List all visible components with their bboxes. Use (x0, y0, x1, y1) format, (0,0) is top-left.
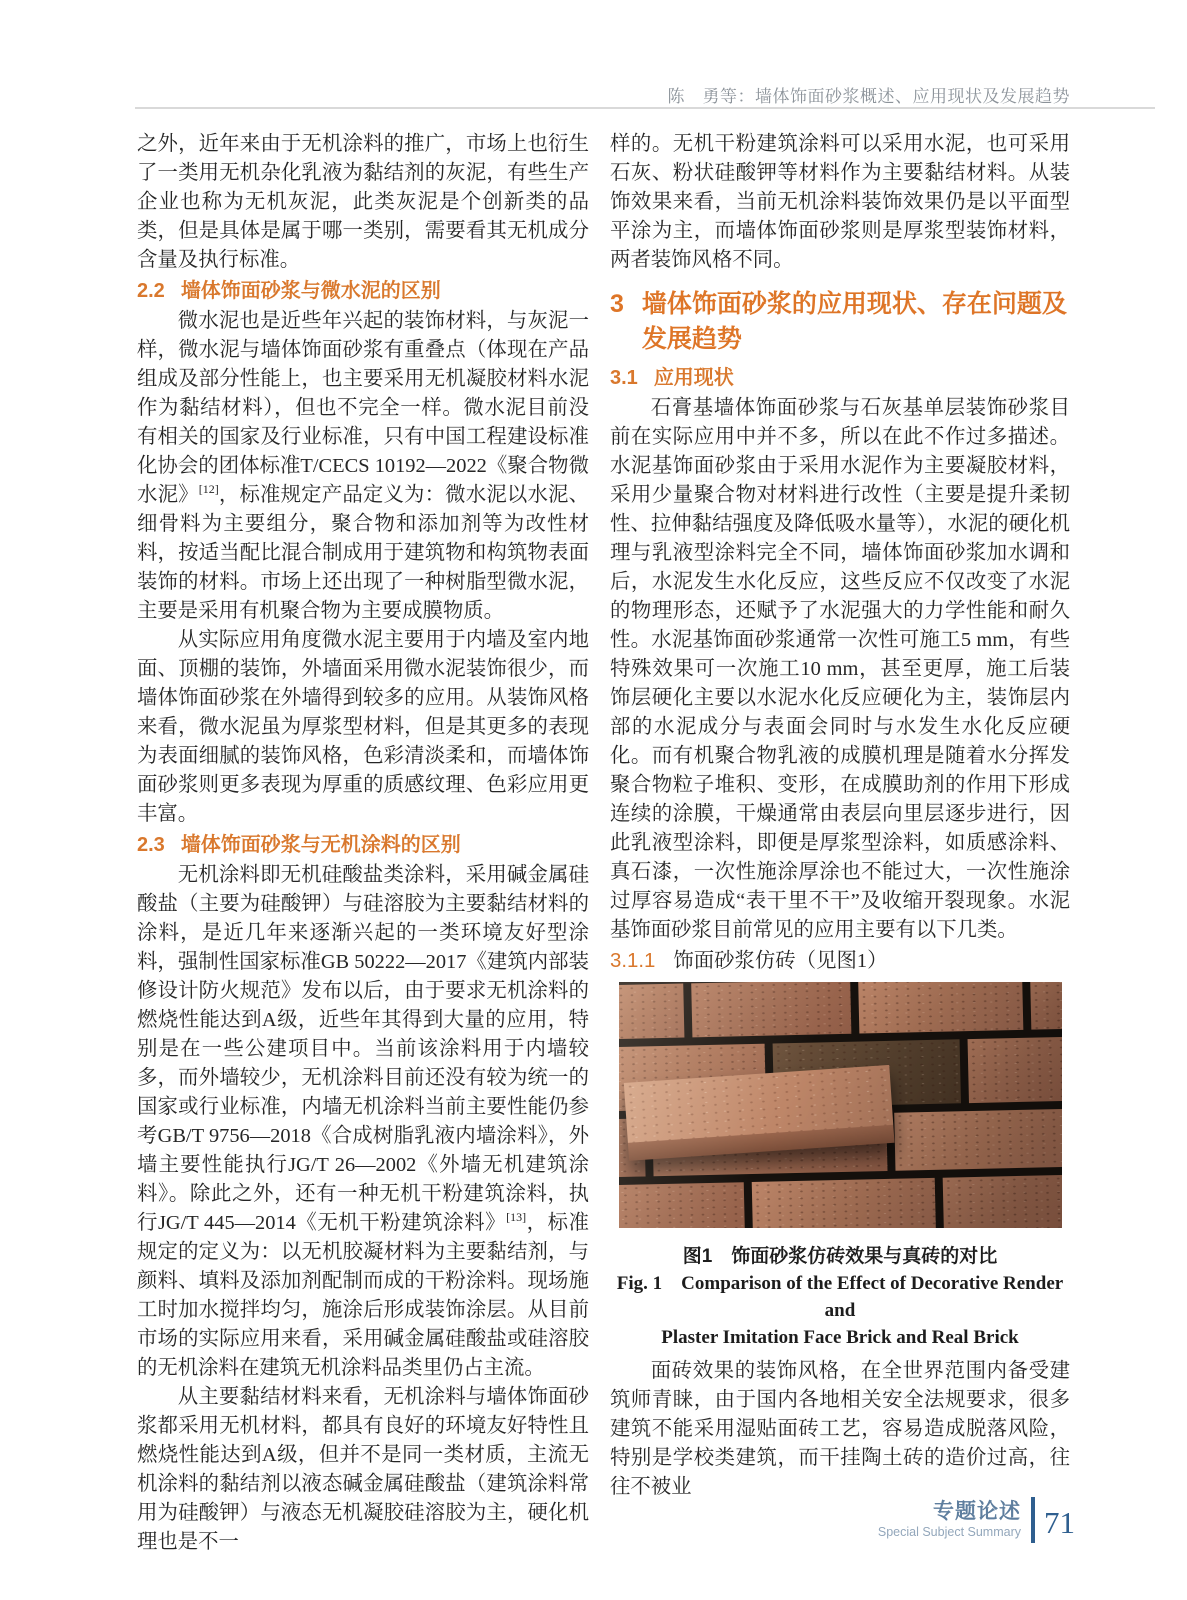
paragraph-facebrick-style: 面砖效果的装饰风格，在全世界范围内备受建筑师青睐，由于国内各地相关安全法规要求，很多建筑不能采用湿贴面砖工艺，容易造成脱落风险，特别是学校类建筑，而干挂陶土砖的造价过高，往往不被业 (610, 1360, 1070, 1498)
heading-number: 3.1 (610, 367, 638, 389)
paragraph-text: ，标准规定产品定义为：微水泥以水泥、细骨料为主要组分，聚合物和添加剂等为改性材料，按适当配比混合制成用于建筑物和构筑物表面装饰的材料。市场上还出现了一种树脂型微水泥，主要是采用有机聚合物为主要成膜物质。 (137, 484, 590, 622)
brick (691, 982, 851, 1037)
citation-ref-13: [13] (506, 1210, 527, 1225)
brick-row (619, 982, 1062, 1039)
brick-row (619, 1175, 1062, 1228)
brick (619, 984, 685, 1040)
section-heading-3-1 (610, 363, 1070, 393)
heading-number: 3 (610, 290, 624, 318)
paragraph-text: ，标准规定的定义为：以无机胶凝材料为主要黏结剂，与颜料、填料及添加剂配制而成的干粉涂料。现场施工时加水搅拌均匀，施涂后形成装饰涂层。从目前市场的实际应用来看，采用碱金属硅酸盐或硅溶胶的无机涂料在建筑无机涂料品类里仍占主流。 (137, 1212, 589, 1379)
heading-title: 应用现状 (653, 367, 734, 389)
brick (942, 1175, 1062, 1228)
heading-number: 2.3 (137, 834, 165, 856)
footer-labels (878, 1501, 1021, 1539)
paragraph-binder-comparison: 从主要黏结材料来看，无机涂料与墙体饰面砂浆都采用无机材料，都具有良好的环境友好特性且燃烧性能达到A级，但并不是同一类材质，主流无机涂料的黏结剂以液态碱金属硅酸盐（建筑涂料常用为硅酸钾）与液态无机凝胶硅溶胶为主，硬化机理也是不一 (137, 1386, 589, 1553)
brick (1029, 982, 1061, 1030)
header-rule (135, 107, 1155, 109)
section-heading-2-3 (137, 830, 589, 860)
brick (967, 1037, 1062, 1103)
brick (752, 1178, 935, 1228)
heading-number: 3.1.1 (610, 950, 656, 972)
heading-number: 2.2 (137, 280, 165, 302)
footer-section-cn: 专题论述 (933, 1500, 1021, 1524)
figure-photo-brick-wall (619, 982, 1062, 1228)
heading-title: 饰面砂浆仿砖（见图1） (673, 950, 888, 972)
paragraph-application-status: 石膏基墙体饰面砂浆与石灰基单层装饰砂浆目前在实际应用中并不多，所以在此不作过多描述。水泥基饰面砂浆由于采用水泥作为主要凝胶材料，采用少量聚合物对材料进行改性（主要是提升柔韧性、拉伸黏结强度及降低吸水量等），水泥的硬化机理与乳液型涂料完全不同，墙体饰面砂浆加水调和后，水泥发生水化反应，这些反应不仅改变了水泥的物理形态，还赋予了水泥强大的力学性能和耐久性。水泥基饰面砂浆通常一次性可施工5 mm，有些特殊效果可一次施工10 mm，甚至更厚，施工后装饰层硬化主要以水泥水化反应硬化为主，装饰层内部的水泥成分与表面会同时与水发生水化反应硬化。而有机聚合物乳液的成膜机理是随着水分挥发聚合物粒子堆积、变形，在成膜助剂的作用下形成连续的涂膜，干燥通常由表层向里层逐步进行，因此乳液型涂料，即便是厚浆型涂料，如质感涂料、真石漆，一次性施涂厚涂也不能过大，一次性施涂过厚容易造成“表干里不干”及收缩开裂现象。水泥基饰面砂浆目前常见的应用主要有以下几类。 (610, 397, 1070, 941)
section-heading-2-2 (137, 276, 589, 306)
citation-ref-12: [12] (198, 482, 219, 497)
paragraph-microcement (137, 307, 589, 626)
paragraph-inorganic-coating (137, 861, 589, 1383)
footer-divider (1031, 1497, 1035, 1543)
brick (894, 1109, 1062, 1171)
paragraph-intro-continuation: 之外，近年来由于无机涂料的推广，市场上也衍生了一类用无机杂化乳液为黏结剂的灰泥，有些生产企业也称为无机灰泥，此类灰泥是个创新类的品类，但是具体是属于哪一类别，需要看其无机成分含量及执行标准。 (137, 133, 589, 271)
heading-title: 墙体饰面砂浆与微水泥的区别 (180, 280, 441, 302)
paragraph-text: 微水泥也是近些年兴起的装饰材料，与灰泥一样，微水泥与墙体饰面砂浆有重叠点（体现在产品组成及部分性能上，也主要采用无机凝胶材料水泥作为黏结材料），但也不完全一样。微水泥目前没有相关的国家及行业标准，只有中国工程建设标准化协会的团体标准T/CECS 10192—2022《聚合物微水泥》 (137, 310, 589, 506)
figure-caption-en-line1: Fig. 1 Comparison of the Effect of Decorative Render and (616, 1273, 1064, 1321)
column-right (610, 130, 1070, 1502)
paragraph-microcement-usage: 从实际应用角度微水泥主要用于内墙及室内地面、顶棚的装饰，外墙面采用微水泥装饰很少，而墙体饰面砂浆在外墙得到较多的应用。从装饰风格来看，微水泥虽为厚浆型材料，但是其更多的表现为表面细腻的装饰风格，色彩清淡柔和，而墙体饰面砂浆则更多表现为厚重的质感纹理、色彩应用更丰富。 (137, 629, 589, 825)
section-heading-3-1-1 (610, 946, 1070, 976)
page-number: 71 (1044, 1505, 1075, 1540)
column-left (137, 130, 589, 1557)
section-heading-3 (610, 287, 1070, 357)
figure-caption-cn: 图1 饰面砂浆仿砖效果与真砖的对比 (682, 1246, 998, 1267)
paragraph-binder-continuation: 样的。无机干粉建筑涂料可以采用水泥，也可采用石灰、粉状硅酸钾等材料作为主要黏结材料。从装饰效果来看，当前无机涂料装饰效果仍是以平面型平涂为主，而墙体饰面砂浆则是厚浆型装饰材料，两者装饰风格不同。 (610, 133, 1070, 271)
figure-caption-en-line2: Plaster Imitation Face Brick and Real Brick (661, 1327, 1019, 1348)
paragraph-text: 无机涂料即无机硅酸盐类涂料，采用碱金属硅酸盐（主要为硅酸钾）与硅溶胶为主要黏结材料的涂料，是近几年来逐渐兴起的一类环境友好型涂料，强制性国家标准GB 50222—2017《建筑内部装修设计防火规范》发布以后，由于要求无机涂料的燃烧性能达到A级，近些年其得到大量的应用，特别是在一些公建项目中。当前该涂料用于内墙较多，而外墙较少，无机涂料目前还没有较为统一的国家或行业标准，内墙无机涂料当前主要性能仍参考GB/T 9756—2018《合成树脂乳液内墙涂料》，外墙主要性能执行JG/T 26—2002《外墙无机建筑涂料》。除此之外，还有一种无机干粉建筑涂料，执行JG/T 445—2014《无机干粉建筑涂料》 (137, 864, 589, 1234)
brick (858, 982, 1023, 1034)
running-title: 陈 勇等：墙体饰面砂浆概述、应用现状及发展趋势 (667, 87, 1070, 106)
footer-section-en: Special Subject Summary (877, 1525, 1021, 1540)
heading-title: 墙体饰面砂浆与无机涂料的区别 (180, 834, 461, 856)
heading-title: 墙体饰面砂浆的应用现状、存在问题及发展趋势 (641, 290, 1067, 353)
figure-1 (610, 982, 1070, 1351)
brick-wall (619, 982, 1062, 1228)
brick (619, 1182, 746, 1228)
footer (878, 1497, 1075, 1543)
